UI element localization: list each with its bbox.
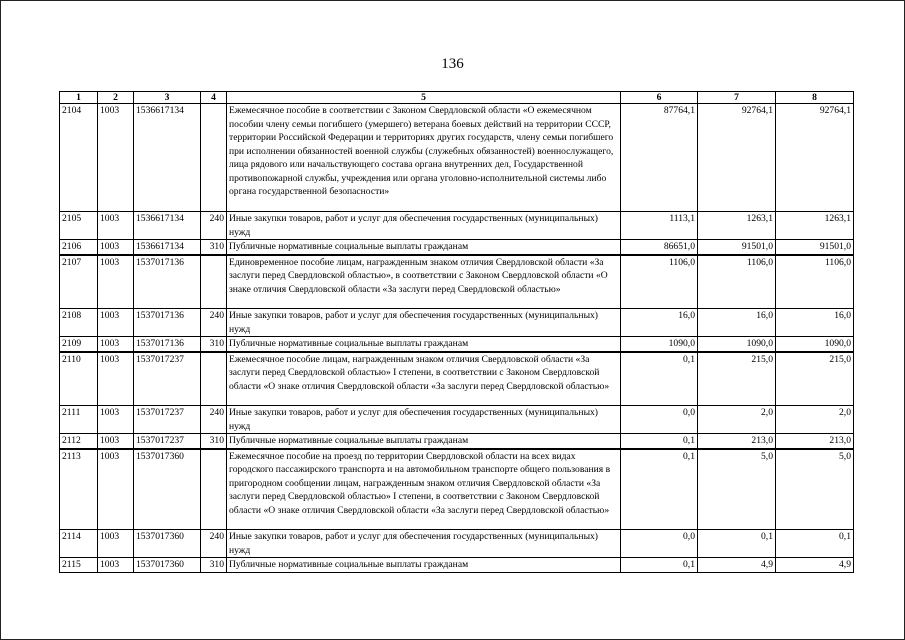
row-number: 2105 — [60, 212, 98, 240]
target-article-code: 1537017237 — [134, 406, 201, 434]
target-article-code: 1536617134 — [134, 240, 201, 255]
target-article-code: 1536617134 — [134, 104, 201, 212]
row-number: 2106 — [60, 240, 98, 255]
description: Публичные нормативные социальные выплаты гражданам — [227, 337, 621, 352]
amount-year-1: 1113,1 — [621, 212, 698, 240]
description: Публичные нормативные социальные выплаты гражданам — [227, 240, 621, 255]
amount-year-3: 213,0 — [776, 434, 854, 449]
table-row — [60, 530, 854, 558]
amount-year-1: 0,0 — [621, 406, 698, 434]
header-col-4: 4 — [201, 92, 227, 104]
expense-type-code: 240 — [201, 309, 227, 337]
section-code: 1003 — [98, 309, 134, 337]
amount-year-2: 4,9 — [698, 558, 776, 573]
row-number: 2107 — [60, 255, 98, 309]
row-number: 2110 — [60, 352, 98, 406]
expense-type-code: 310 — [201, 337, 227, 352]
table-row — [60, 240, 854, 255]
header-row — [60, 92, 854, 104]
description: Ежемесячное пособие на проезд по территории Свердловской области на всех видах городского пассажирского транспорта и на автомобильном транспорте общего пользования в пригородном сообщении лицам, награжденным знаком отличия Свердловской области «За заслуги перед Свердловской областью» I степени, в соответствии с Законом Свердловской области «О знаке отличия Свердловской области «За заслуги перед Свердловской областью» — [227, 449, 621, 530]
page-number: 136 — [441, 56, 464, 72]
description: Публичные нормативные социальные выплаты гражданам — [227, 434, 621, 449]
amount-year-3: 1263,1 — [776, 212, 854, 240]
amount-year-3: 1106,0 — [776, 255, 854, 309]
description: Ежемесячное пособие лицам, награжденным знаком отличия Свердловской области «За заслуги перед Свердловской областью» I степени, в соответствии с Законом Свердловской области «О знаке отличия Свердловской области «За заслуги перед Свердловской областью» — [227, 352, 621, 406]
target-article-code: 1537017360 — [134, 449, 201, 530]
amount-year-2: 0,1 — [698, 530, 776, 558]
expense-type-code: 240 — [201, 406, 227, 434]
target-article-code: 1537017237 — [134, 434, 201, 449]
amount-year-1: 1106,0 — [621, 255, 698, 309]
target-article-code: 1537017237 — [134, 352, 201, 406]
amount-year-2: 1263,1 — [698, 212, 776, 240]
amount-year-3: 16,0 — [776, 309, 854, 337]
expense-type-code: 310 — [201, 240, 227, 255]
section-code: 1003 — [98, 434, 134, 449]
row-number: 2114 — [60, 530, 98, 558]
amount-year-3: 4,9 — [776, 558, 854, 573]
row-number: 2113 — [60, 449, 98, 530]
expense-type-code: 240 — [201, 530, 227, 558]
amount-year-1: 0,1 — [621, 352, 698, 406]
description: Иные закупки товаров, работ и услуг для обеспечения государственных (муниципальных) нужд — [227, 406, 621, 434]
description: Единовременное пособие лицам, награжденным знаком отличия Свердловской области «За заслуги перед Свердловской областью», в соответствии с Законом Свердловской области «О знаке отличия Свердловской области «За заслуги перед Свердловской областью» — [227, 255, 621, 309]
amount-year-1: 86651,0 — [621, 240, 698, 255]
table-row — [60, 337, 854, 352]
section-code: 1003 — [98, 337, 134, 352]
table-row — [60, 558, 854, 573]
section-code: 1003 — [98, 352, 134, 406]
row-number: 2111 — [60, 406, 98, 434]
target-article-code: 1537017360 — [134, 558, 201, 573]
table-row — [60, 104, 854, 212]
target-article-code: 1537017136 — [134, 337, 201, 352]
amount-year-3: 5,0 — [776, 449, 854, 530]
target-article-code: 1537017360 — [134, 530, 201, 558]
table-row — [60, 255, 854, 309]
header-col-5: 5 — [227, 92, 621, 104]
amount-year-2: 92764,1 — [698, 104, 776, 212]
header-col-8: 8 — [776, 92, 854, 104]
header-col-3: 3 — [134, 92, 201, 104]
amount-year-1: 87764,1 — [621, 104, 698, 212]
expense-type-code: 240 — [201, 212, 227, 240]
section-code: 1003 — [98, 530, 134, 558]
table-row — [60, 352, 854, 406]
row-number: 2115 — [60, 558, 98, 573]
amount-year-1: 0,1 — [621, 558, 698, 573]
section-code: 1003 — [98, 449, 134, 530]
section-code: 1003 — [98, 255, 134, 309]
amount-year-1: 0,0 — [621, 530, 698, 558]
amount-year-2: 1106,0 — [698, 255, 776, 309]
amount-year-1: 16,0 — [621, 309, 698, 337]
expense-type-code — [201, 352, 227, 406]
budget-table — [59, 91, 854, 573]
amount-year-2: 5,0 — [698, 449, 776, 530]
description: Иные закупки товаров, работ и услуг для обеспечения государственных (муниципальных) нужд — [227, 530, 621, 558]
table-row — [60, 449, 854, 530]
amount-year-3: 91501,0 — [776, 240, 854, 255]
amount-year-3: 2,0 — [776, 406, 854, 434]
target-article-code: 1536617134 — [134, 212, 201, 240]
header-col-7: 7 — [698, 92, 776, 104]
amount-year-2: 16,0 — [698, 309, 776, 337]
header-col-6: 6 — [621, 92, 698, 104]
table-row — [60, 309, 854, 337]
table-row — [60, 212, 854, 240]
section-code: 1003 — [98, 406, 134, 434]
header-col-2: 2 — [98, 92, 134, 104]
target-article-code: 1537017136 — [134, 309, 201, 337]
expense-type-code — [201, 449, 227, 530]
row-number: 2104 — [60, 104, 98, 212]
description: Ежемесячное пособие в соответствии с Законом Свердловской области «О ежемесячном пособии члену семьи погибшего (умершего) ветерана боевых действий на территории СССР, территории Российской Федерации и территориях других государств, члену семьи погибшего при исполнении обязанностей военной службы (служебных обязанностей) военнослужащего, лица рядового или начальствующего состава органа внутренних дел, Государственной противопожарной службы, учреждения или органа уголовно-исполнительной системы либо органа государственной безопасности» — [227, 104, 621, 212]
description: Иные закупки товаров, работ и услуг для обеспечения государственных (муниципальных) нужд — [227, 309, 621, 337]
amount-year-3: 215,0 — [776, 352, 854, 406]
expense-type-code: 310 — [201, 434, 227, 449]
amount-year-2: 91501,0 — [698, 240, 776, 255]
section-code: 1003 — [98, 558, 134, 573]
table-body — [60, 104, 854, 573]
description: Иные закупки товаров, работ и услуг для обеспечения государственных (муниципальных) нужд — [227, 212, 621, 240]
row-number: 2112 — [60, 434, 98, 449]
row-number: 2109 — [60, 337, 98, 352]
amount-year-3: 0,1 — [776, 530, 854, 558]
table-row — [60, 406, 854, 434]
target-article-code: 1537017136 — [134, 255, 201, 309]
expense-type-code: 310 — [201, 558, 227, 573]
section-code: 1003 — [98, 240, 134, 255]
amount-year-3: 92764,1 — [776, 104, 854, 212]
amount-year-2: 213,0 — [698, 434, 776, 449]
section-code: 1003 — [98, 104, 134, 212]
expense-type-code — [201, 255, 227, 309]
table-row — [60, 434, 854, 449]
amount-year-2: 1090,0 — [698, 337, 776, 352]
row-number: 2108 — [60, 309, 98, 337]
section-code: 1003 — [98, 212, 134, 240]
amount-year-1: 0,1 — [621, 449, 698, 530]
header-col-1: 1 — [60, 92, 98, 104]
expense-type-code — [201, 104, 227, 212]
amount-year-1: 1090,0 — [621, 337, 698, 352]
amount-year-2: 215,0 — [698, 352, 776, 406]
description: Публичные нормативные социальные выплаты гражданам — [227, 558, 621, 573]
amount-year-2: 2,0 — [698, 406, 776, 434]
amount-year-3: 1090,0 — [776, 337, 854, 352]
amount-year-1: 0,1 — [621, 434, 698, 449]
